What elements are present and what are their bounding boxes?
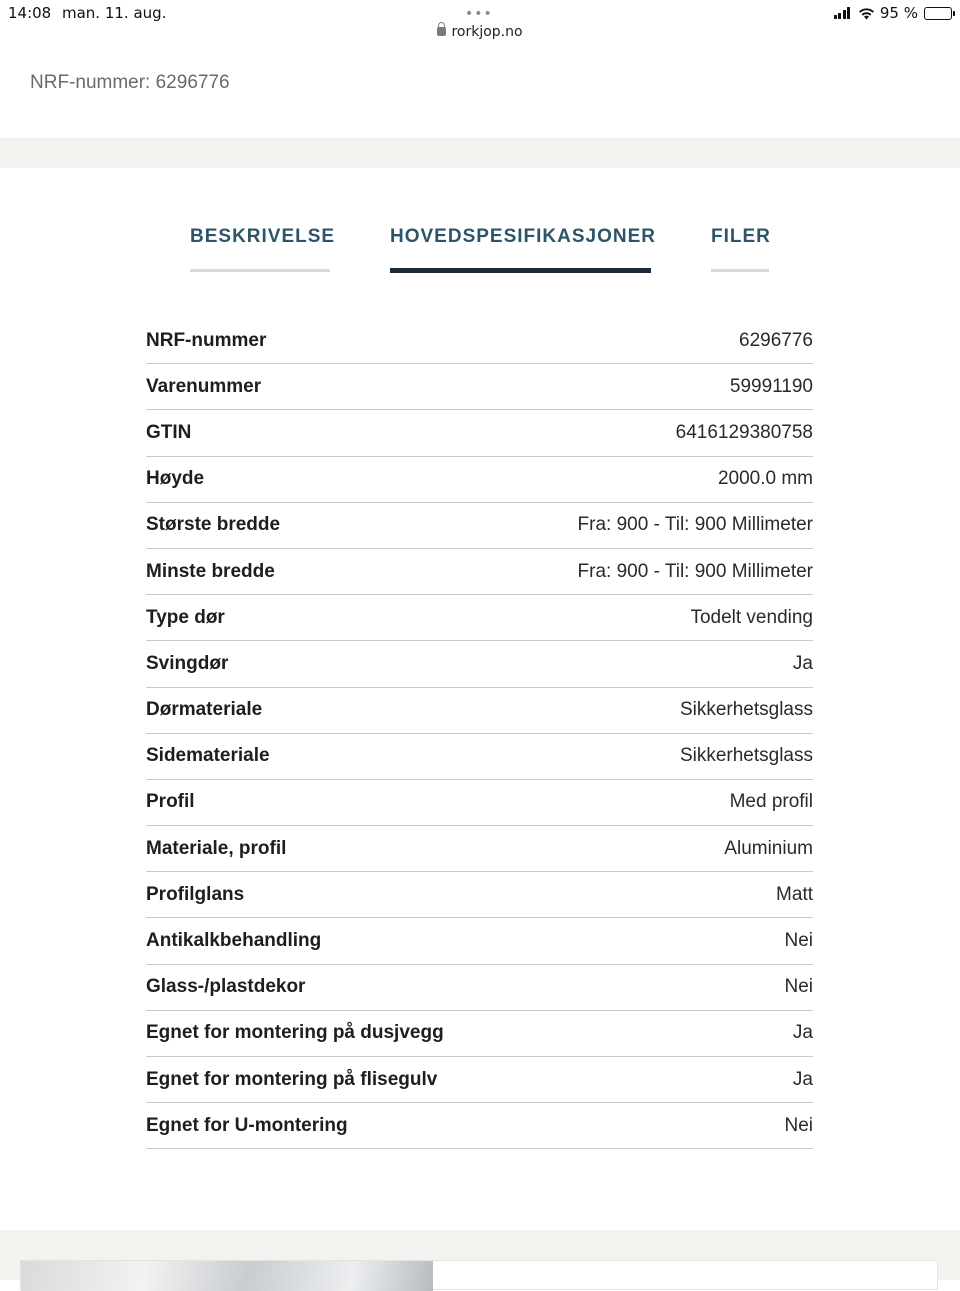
battery-percent: 95 % xyxy=(879,4,918,22)
spec-row xyxy=(146,1103,813,1149)
spec-value: Sikkerhetsglass xyxy=(679,745,813,767)
nrf-number-line: NRF-nummer: 6296776 xyxy=(30,72,230,93)
spec-value: 6416129380758 xyxy=(675,421,813,443)
spec-row xyxy=(146,965,813,1011)
spec-row xyxy=(146,734,813,780)
spec-value: Ja xyxy=(792,1022,813,1044)
spec-row xyxy=(146,410,813,456)
spec-label: Høyde xyxy=(146,468,205,490)
cellular-signal-icon xyxy=(834,7,852,19)
spec-row xyxy=(146,826,813,872)
status-time: 14:08 xyxy=(8,4,52,22)
spec-label: Egnet for U-montering xyxy=(146,1114,348,1136)
tab-hovedspesifikasjoner[interactable] xyxy=(390,226,656,272)
battery-icon xyxy=(924,7,952,20)
spec-value: Fra: 900 - Til: 900 Millimeter xyxy=(577,514,813,536)
spec-row xyxy=(146,503,813,549)
spec-label: Varenummer xyxy=(146,375,262,397)
tab-bar xyxy=(0,226,960,276)
product-details xyxy=(0,168,960,1230)
spec-label: Profilglans xyxy=(146,883,245,905)
spec-row xyxy=(146,1011,813,1057)
wifi-icon xyxy=(858,7,875,20)
spec-row xyxy=(146,780,813,826)
spec-value: 2000.0 mm xyxy=(717,468,813,490)
spec-row xyxy=(146,364,813,410)
status-date: man. 11. aug. xyxy=(62,4,167,22)
spec-label: Sidemateriale xyxy=(146,745,270,767)
spec-value: Sikkerhetsglass xyxy=(679,699,813,721)
spec-label: NRF-nummer xyxy=(146,329,267,351)
spec-label: Materiale, profil xyxy=(146,837,287,859)
url-text: rorkjop.no xyxy=(451,24,523,40)
tab-beskrivelse[interactable] xyxy=(190,226,336,272)
section-divider xyxy=(0,138,960,168)
spec-label: Dørmateriale xyxy=(146,699,263,721)
spec-label: Egnet for montering på flisegulv xyxy=(146,1068,438,1090)
spec-label: Svingdør xyxy=(146,652,229,674)
tab-label: HOVEDSPESIFIKASJONER xyxy=(390,226,656,247)
spec-row xyxy=(146,1057,813,1103)
spec-value: Matt xyxy=(776,883,813,905)
spec-row xyxy=(146,318,813,364)
spec-row xyxy=(146,918,813,964)
more-dots-icon[interactable]: ••• xyxy=(465,6,493,22)
spec-value: Aluminium xyxy=(724,837,813,859)
spec-label: Glass-/plastdekor xyxy=(146,976,306,998)
tab-label: FILER xyxy=(711,226,771,247)
product-header xyxy=(0,48,960,138)
spec-label: Egnet for montering på dusjvegg xyxy=(146,1022,444,1044)
tab-underline xyxy=(711,269,769,272)
tab-underline xyxy=(190,269,330,272)
spec-row xyxy=(146,641,813,687)
spec-row xyxy=(146,549,813,595)
spec-value: Nei xyxy=(784,1114,813,1136)
spec-value: 6296776 xyxy=(739,329,813,351)
spec-value: Ja xyxy=(792,1068,813,1090)
spec-row xyxy=(146,457,813,503)
status-bar xyxy=(0,0,960,48)
tab-label: BESKRIVELSE xyxy=(190,226,336,247)
spec-label: Profil xyxy=(146,791,195,813)
spec-value: Fra: 900 - Til: 900 Millimeter xyxy=(577,560,813,582)
address-bar[interactable] xyxy=(0,24,960,40)
spec-value: 59991190 xyxy=(729,375,813,397)
tab-underline-active xyxy=(390,268,651,273)
product-card[interactable] xyxy=(20,1260,938,1290)
specifications-table xyxy=(146,318,813,1149)
spec-value: Nei xyxy=(784,976,813,998)
tab-filer[interactable] xyxy=(711,226,769,272)
product-image xyxy=(21,1261,433,1291)
spec-value: Nei xyxy=(784,930,813,952)
spec-label: Største bredde xyxy=(146,514,281,536)
spec-row xyxy=(146,595,813,641)
spec-label: Antikalkbehandling xyxy=(146,930,322,952)
spec-row xyxy=(146,688,813,734)
lock-icon xyxy=(437,27,446,36)
status-indicators xyxy=(834,4,952,22)
spec-label: Type dør xyxy=(146,606,225,628)
spec-label: Minste bredde xyxy=(146,560,275,582)
spec-label: GTIN xyxy=(146,421,192,443)
spec-row xyxy=(146,872,813,918)
spec-value: Med profil xyxy=(729,791,813,813)
spec-value: Todelt vending xyxy=(690,606,813,628)
spec-value: Ja xyxy=(792,652,813,674)
